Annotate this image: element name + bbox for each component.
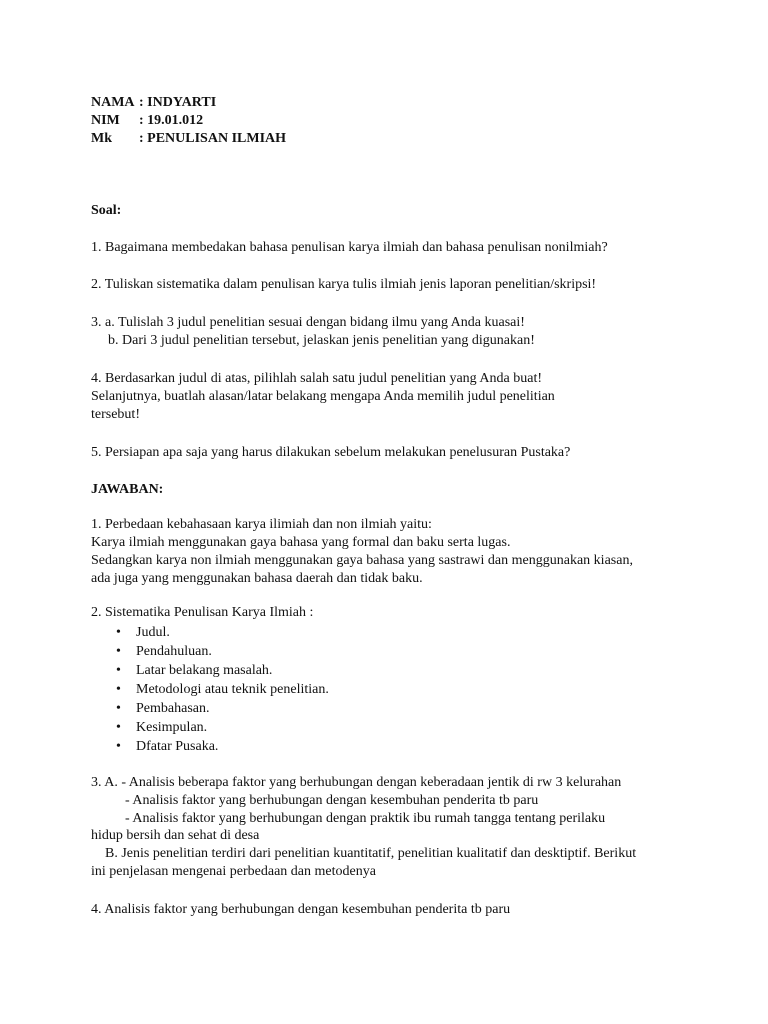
mk-label: Mk — [91, 131, 112, 146]
nama-value: : INDYARTI — [139, 95, 217, 110]
list-item: Pembahasan. — [136, 701, 210, 716]
answer-1-line-1: 1. Perbedaan kebahasaan karya ilimiah dan non ilmiah yaitu: — [91, 517, 432, 532]
list-item: Kesimpulan. — [136, 720, 208, 735]
answer-3-line-3: - Analisis faktor yang berhubungan dengan praktik ibu rumah tangga tentang perilaku — [125, 811, 606, 826]
nama-label: NAMA — [91, 95, 135, 110]
question-4-line-2: Selanjutnya, buatlah alasan/latar belakang mengapa Anda memilih judul penelitian — [91, 389, 555, 404]
bullet-icon: • — [116, 644, 121, 659]
list-item: Judul. — [136, 625, 170, 640]
bullet-icon: • — [116, 720, 121, 735]
answer-3-line-4: hidup bersih dan sehat di desa — [91, 828, 260, 843]
bullet-icon: • — [116, 663, 121, 678]
bullet-icon: • — [116, 701, 121, 716]
question-3b: b. Dari 3 judul penelitian tersebut, jelaskan jenis penelitian yang digunakan! — [108, 333, 535, 348]
answer-3-line-1: 3. A. - Analisis beberapa faktor yang berhubungan dengan keberadaan jentik di rw 3 kelurahan — [91, 775, 622, 790]
list-item: Pendahuluan. — [136, 644, 212, 659]
answer-3-line-2: - Analisis faktor yang berhubungan dengan kesembuhan penderita tb paru — [125, 793, 539, 808]
bullet-icon: • — [116, 682, 121, 697]
answer-3-line-6: ini penjelasan mengenai perbedaan dan metodenya — [91, 864, 376, 879]
question-2: 2. Tuliskan sistematika dalam penulisan karya tulis ilmiah jenis laporan penelitian/skripsi! — [91, 277, 597, 292]
jawaban-heading: JAWABAN: — [91, 482, 164, 497]
list-item: Latar belakang masalah. — [136, 663, 273, 678]
question-5: 5. Persiapan apa saja yang harus dilakukan sebelum melakukan penelusuran Pustaka? — [91, 445, 571, 460]
question-1: 1. Bagaimana membedakan bahasa penulisan karya ilmiah dan bahasa penulisan nonilmiah? — [91, 240, 608, 255]
nim-label: NIM — [91, 113, 120, 128]
answer-2-intro: 2. Sistematika Penulisan Karya Ilmiah : — [91, 605, 314, 620]
answer-3-line-5: B. Jenis penelitian terdiri dari penelitian kuantitatif, penelitian kualitatif dan desktiptif. Berikut — [105, 846, 637, 861]
soal-heading: Soal: — [91, 203, 122, 218]
nama-line — [91, 94, 216, 112]
mk-value: : PENULISAN ILMIAH — [139, 131, 287, 146]
bullet-icon: • — [116, 739, 121, 754]
answer-1-line-4: ada juga yang menggunakan bahasa daerah dan tidak baku. — [91, 571, 423, 586]
question-3a: 3. a. Tulislah 3 judul penelitian sesuai dengan bidang ilmu yang Anda kuasai! — [91, 315, 525, 330]
list-item: Dfatar Pusaka. — [136, 739, 219, 754]
question-4-line-1: 4. Berdasarkan judul di atas, pilihlah salah satu judul penelitian yang Anda buat! — [91, 371, 543, 386]
mk-line — [91, 130, 286, 148]
list-item: Metodologi atau teknik penelitian. — [136, 682, 329, 697]
answer-1-line-2: Karya ilmiah menggunakan gaya bahasa yang formal dan baku serta lugas. — [91, 535, 511, 550]
answer-1-line-3: Sedangkan karya non ilmiah menggunakan gaya bahasa yang sastrawi dan menggunakan kiasan, — [91, 553, 633, 568]
bullet-icon: • — [116, 625, 121, 640]
question-4-line-3: tersebut! — [91, 407, 140, 422]
nim-value: : 19.01.012 — [139, 113, 204, 128]
answer-4: 4. Analisis faktor yang berhubungan dengan kesembuhan penderita tb paru — [91, 902, 511, 917]
nim-line — [91, 112, 203, 130]
